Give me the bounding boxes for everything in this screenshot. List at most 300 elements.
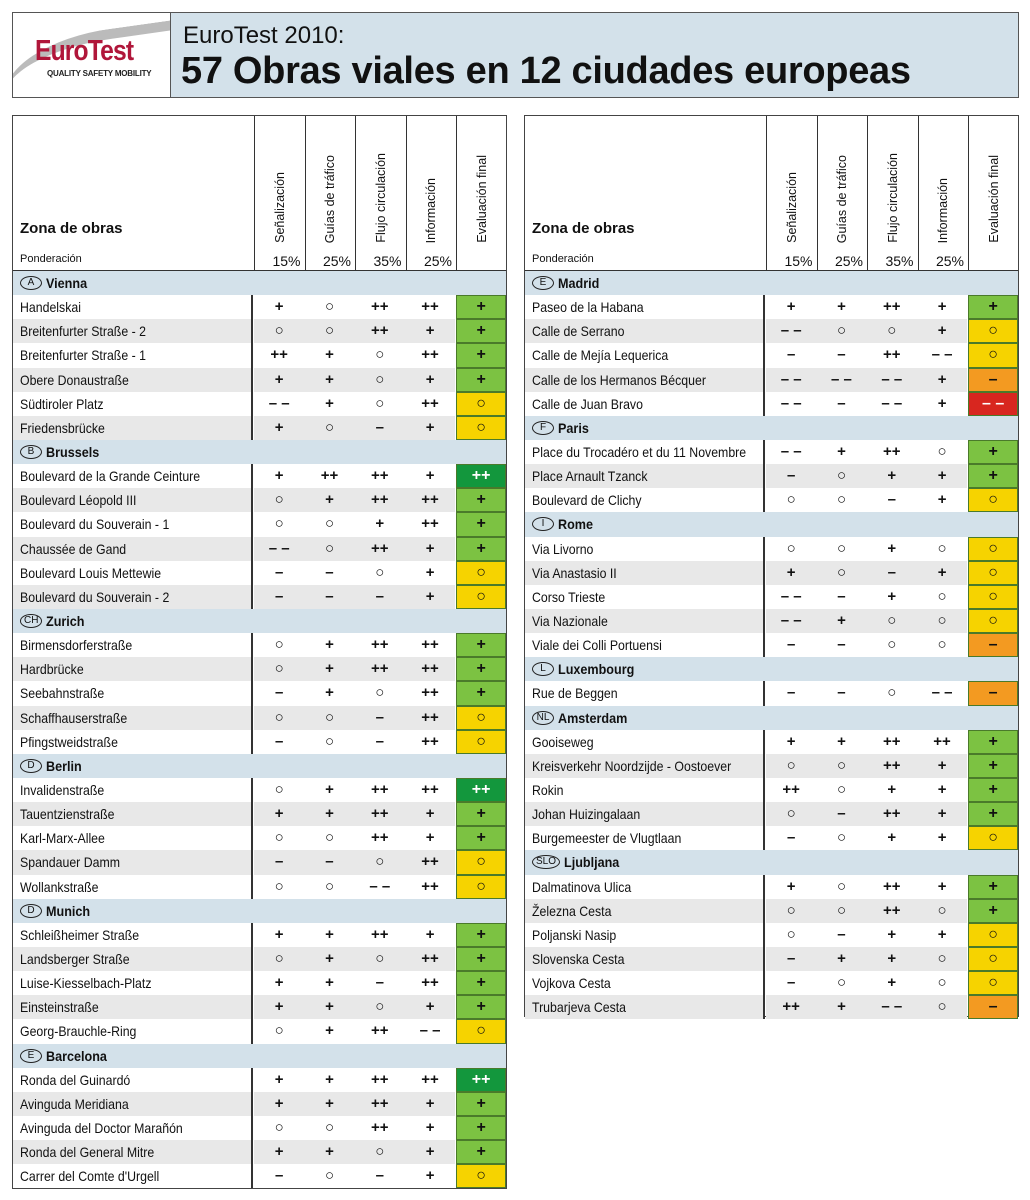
final-rating-badge: ○ [456,585,506,609]
rating-cell: + [786,877,796,895]
rating-cell: ++ [405,706,455,730]
site-name-cell [525,392,765,416]
rating-cell: ++ [371,829,389,847]
country-code-badge: E [532,276,554,290]
table-row [525,947,1018,971]
rating-cell: + [304,995,354,1019]
rating-cell: + [274,298,284,316]
rating-cell: ○ [836,877,846,895]
rating-cell: ○ [786,925,796,943]
rating-cell: + [405,1092,455,1116]
table-row [13,512,506,536]
site-name: Burgemeester de Vlugtlaan [532,830,682,847]
site-name-cell [525,899,765,923]
rating-cell: ○ [917,899,967,923]
final-rating-badge: + [968,730,1018,754]
rating-cell: ○ [917,609,967,633]
final-rating-badge: ○ [456,875,506,899]
site-name-cell [13,971,253,995]
rating-cell: ○ [375,346,385,364]
rating-cell: – – [766,368,816,392]
site-name-cell [525,971,765,995]
site-name-cell [13,730,253,754]
site-name: Schleißheimer Straße [20,926,140,943]
final-rating-badge: ○ [968,923,1018,947]
rating-cell: – [837,636,846,654]
rating-cell: – [304,585,354,609]
table-row [13,1140,506,1164]
column-label: Evaluación final [986,155,1001,243]
rating-cell: ○ [766,899,816,923]
city-section-header [525,416,1018,440]
final-rating-badge: + [968,899,1018,923]
rating-cell: ○ [917,947,967,971]
column-weight: 25% [935,253,964,269]
rating-cell: ○ [375,684,385,702]
rating-cell: ○ [324,877,334,895]
rating-cell: + [917,561,967,585]
rating-cell: + [917,464,967,488]
site-name-cell [13,343,253,367]
table-row [13,561,506,585]
rating-cell: ○ [254,488,304,512]
final-rating-badge: – [968,995,1018,1019]
table-row [13,488,506,512]
final-rating-badge: ○ [968,319,1018,343]
final-rating-badge: ○ [456,706,506,730]
site-name: Friedensbrücke [20,419,105,436]
site-name-cell [13,706,253,730]
rating-cell: ++ [867,802,917,826]
rating-cell: + [887,829,897,847]
final-rating-badge: + [968,875,1018,899]
rating-cell: + [405,585,455,609]
final-rating-badge: ○ [968,826,1018,850]
rating-cell: ○ [375,563,385,581]
final-rating-badge: ○ [968,585,1018,609]
rating-cell: ++ [766,995,816,1019]
rating-cell: + [304,1140,354,1164]
rating-cell: ++ [371,925,389,943]
table-row [13,850,506,874]
rating-cell: ++ [320,467,339,485]
site-name: Breitenfurter Straße - 2 [20,323,146,340]
rating-cell: + [425,829,435,847]
rating-cell: ++ [405,850,455,874]
rating-cell: + [274,467,284,485]
rating-cell: ○ [324,829,334,847]
rating-cell: ○ [867,609,917,633]
table-row [525,561,1018,585]
rating-cell: ++ [883,298,901,316]
table-row [525,343,1018,367]
rating-cell: ○ [324,515,334,533]
site-name-cell [525,537,765,561]
final-rating-badge: + [456,995,506,1019]
rating-cell: – [787,346,796,364]
rating-cell: + [867,947,917,971]
rating-cell: – – [931,346,953,364]
rating-cell: ○ [324,1118,334,1136]
site-name: Boulevard Léopold III [20,492,137,509]
table-row [13,633,506,657]
rating-cell: + [917,368,967,392]
table-row [13,1092,506,1116]
rating-cell: + [887,587,897,605]
site-name-cell [525,488,765,512]
rating-cell: – [355,585,405,609]
column-header [355,116,406,271]
rating-cell: ++ [421,636,439,654]
city-section-header [13,1044,506,1068]
site-name-cell [13,995,253,1019]
site-name: Luise-Kiesselbach-Platz [20,975,152,992]
site-name-cell [13,850,253,874]
rating-cell: + [254,802,304,826]
rating-cell: + [816,995,866,1019]
site-name-cell [13,947,253,971]
final-rating-badge: + [456,971,506,995]
rating-cell: ○ [836,491,846,509]
final-rating-badge: + [456,512,506,536]
site-name-cell [13,1116,253,1140]
rating-cell: – – [254,537,304,561]
rating-cell: ○ [274,877,284,895]
country-code-badge: E [20,1049,42,1063]
final-rating-badge: + [456,343,506,367]
site-name-cell [525,681,765,705]
rating-cell: ++ [270,346,288,364]
rating-cell: ○ [766,754,816,778]
column-header [456,116,507,271]
country-code-badge: SLO [532,855,560,869]
site-name-cell [525,368,765,392]
column-header [305,116,356,271]
rating-cell: + [405,416,455,440]
rating-cell: + [325,636,334,654]
city-name: Zurich [46,613,85,630]
country-code-badge: NL [532,711,554,725]
site-name: Kreisverkehr Noordzijde - Oostoever [532,757,732,774]
rating-cell: ++ [355,802,405,826]
city-section-header [13,899,506,923]
rating-cell: + [937,491,947,509]
city-name: Vienna [46,275,88,292]
site-name-cell [13,416,253,440]
final-rating-badge: + [456,633,506,657]
city-section-header [525,512,1018,536]
site-name: Georg-Brauchle-Ring [20,1023,137,1040]
table-row [525,971,1018,995]
city-name: Madrid [558,275,600,292]
rating-cell: ++ [421,298,439,316]
site-name-cell [525,633,765,657]
rating-cell: ++ [405,947,455,971]
table-row [525,440,1018,464]
table-row [525,585,1018,609]
rating-cell: + [837,442,846,460]
rating-cell: + [405,537,455,561]
site-name: Via Livorno [532,540,594,557]
site-name-cell [13,561,253,585]
rating-cell: + [304,368,354,392]
rating-cell: – [355,416,405,440]
site-name-cell [525,995,765,1019]
site-name-cell [13,681,253,705]
site-name: Avinguda Meridiana [20,1095,129,1112]
rating-cell: – [766,947,816,971]
city-name: Brussels [46,444,100,461]
rating-cell: – – [419,1022,441,1040]
site-name-cell [13,802,253,826]
table-row [525,633,1018,657]
final-rating-badge: + [456,1140,506,1164]
site-name: Ronda del Guinardó [20,1071,131,1088]
site-name: Place Arnault Tzanck [532,468,648,485]
rating-cell: + [254,1140,304,1164]
rating-cell: ○ [274,1022,284,1040]
site-name-cell [13,585,253,609]
rating-cell: ○ [254,706,304,730]
final-rating-badge: ○ [456,392,506,416]
column-header [968,116,1019,271]
rating-cell: + [405,802,455,826]
site-name: Südtiroler Platz [20,395,104,412]
city-name: Ljubljana [564,854,620,871]
table-row [13,295,506,319]
rating-cell: ++ [421,974,439,992]
table-row [525,392,1018,416]
rating-cell: ++ [371,1022,389,1040]
rating-cell: ○ [836,829,846,847]
rating-cell: + [325,1070,334,1088]
rating-cell: ○ [766,802,816,826]
table-row [13,319,506,343]
logo-text: EuroTest [35,35,134,67]
site-name-cell [13,537,253,561]
rating-cell: ○ [917,995,967,1019]
site-name-cell [525,319,765,343]
final-rating-badge: + [456,368,506,392]
rating-cell: ++ [883,877,901,895]
rating-cell: ○ [274,780,284,798]
site-name: Chaussée de Gand [20,540,127,557]
rating-cell: – [837,394,846,412]
site-name-cell [13,512,253,536]
logo-tagline: QUALITY SAFETY MOBILITY [47,69,152,78]
title-banner [170,12,1019,98]
table-row [13,368,506,392]
rating-cell: ++ [933,732,951,750]
table-row [525,368,1018,392]
table-row [13,995,506,1019]
rating-cell: + [816,609,866,633]
rating-cell: ○ [937,539,947,557]
final-rating-badge: ○ [968,343,1018,367]
weighting-label: Ponderación [532,253,594,265]
final-rating-badge: ++ [456,778,506,802]
final-rating-badge: + [968,778,1018,802]
rating-cell: + [375,515,385,533]
table-row [525,826,1018,850]
site-name: Boulevard Louis Mettewie [20,564,162,581]
rating-cell: ○ [786,491,796,509]
rating-cell: ○ [304,416,354,440]
site-name-cell [525,802,765,826]
rating-cell: – [375,974,384,992]
rating-cell: – [787,974,796,992]
final-rating-badge: + [968,295,1018,319]
rating-cell: + [937,877,947,895]
rating-cell: ○ [355,995,405,1019]
table-row [525,802,1018,826]
table-row [525,875,1018,899]
rating-cell: – [766,464,816,488]
site-name: Viale dei Colli Portuensi [532,637,662,654]
final-rating-badge: ○ [968,971,1018,995]
table-row [13,1068,506,1092]
rating-cell: – – [268,394,290,412]
final-rating-badge: ○ [968,947,1018,971]
site-name: Tauentzienstraße [20,806,115,823]
site-name-cell [13,392,253,416]
rating-cell: ++ [883,442,901,460]
site-name: Poljanski Nasip [532,926,617,943]
rating-cell: – – [867,995,917,1019]
weighting-label: Ponderación [20,253,82,265]
site-name: Einsteinstraße [20,999,99,1016]
final-rating-badge: + [456,1116,506,1140]
final-rating-badge: + [456,802,506,826]
rating-cell: – [867,561,917,585]
rating-cell: ○ [254,657,304,681]
site-name: Breitenfurter Straße - 1 [20,347,146,364]
rating-cell: ++ [371,636,389,654]
rating-cell: ++ [355,537,405,561]
column-label: Guías de tráfico [323,154,338,243]
city-name: Paris [558,419,589,436]
country-code-badge: B [20,445,42,459]
country-code-badge: A [20,276,42,290]
city-name: Amsterdam [558,709,628,726]
rating-cell: + [937,829,947,847]
results-table-right [524,115,1019,1017]
site-name: Ronda del General Mitre [20,1144,155,1161]
site-name-cell [13,1019,253,1043]
site-name-cell [13,875,253,899]
site-name-cell [13,1164,253,1188]
site-name-cell [13,923,253,947]
rating-cell: ++ [867,899,917,923]
site-name-cell [525,730,765,754]
rating-cell: + [887,780,897,798]
site-name: Paseo de la Habana [532,299,644,316]
column-label: Señalización [784,172,799,243]
site-name: Schaffhauserstraße [20,709,128,726]
site-name: Železna Cesta [532,902,612,919]
rating-cell: + [304,1092,354,1116]
rating-cell: ○ [254,319,304,343]
table-row [13,1164,506,1188]
site-name: Obere Donaustraße [20,371,129,388]
final-rating-badge: ○ [968,561,1018,585]
rating-cell: + [887,539,897,557]
rating-cell: ++ [421,1070,439,1088]
site-name-cell [525,778,765,802]
city-section-header [525,271,1018,295]
rating-cell: + [405,368,455,392]
rating-cell: ++ [371,298,389,316]
site-name-cell [525,464,765,488]
rating-cell: ++ [421,515,439,533]
site-name: Invalidenstraße [20,781,105,798]
table-row [525,537,1018,561]
site-name: Vojkova Cesta [532,975,611,992]
table-row [525,488,1018,512]
rating-cell: + [425,1118,435,1136]
table-row [13,971,506,995]
rating-cell: ○ [324,298,334,316]
table-row [13,585,506,609]
rating-cell: + [917,802,967,826]
eurotest-logo [12,12,171,98]
rating-cell: ○ [274,1118,284,1136]
rating-cell: + [254,1092,304,1116]
final-rating-badge: – [968,681,1018,705]
rating-cell: ○ [816,754,866,778]
site-name-cell [525,585,765,609]
city-name: Barcelona [46,1047,107,1064]
rating-cell: ○ [816,319,866,343]
country-code-badge: F [532,421,554,435]
site-name: Spandauer Damm [20,854,120,871]
site-name-cell [13,1092,253,1116]
table-row [525,681,1018,705]
rating-cell: + [837,732,846,750]
table-row [13,681,506,705]
column-weight: 15% [784,253,813,269]
table-header [13,116,506,271]
rating-cell: ○ [355,850,405,874]
rating-cell: ○ [836,974,846,992]
final-rating-badge: ○ [456,850,506,874]
table-row [13,947,506,971]
rating-cell: ++ [371,1118,389,1136]
table-row [525,899,1018,923]
column-header [817,116,868,271]
site-name-cell [13,488,253,512]
site-name-cell [525,947,765,971]
column-header [766,116,817,271]
column-weight: 25% [834,253,863,269]
final-rating-badge: + [968,440,1018,464]
site-name-cell [525,440,765,464]
column-label: Información [424,177,439,243]
rating-cell: + [325,684,334,702]
rating-cell: + [837,298,846,316]
table-row [13,537,506,561]
site-name: Rue de Beggen [532,685,618,702]
rating-cell: ○ [816,464,866,488]
rating-cell: – [787,636,796,654]
site-name-cell [13,778,253,802]
final-rating-badge: ++ [456,1068,506,1092]
rating-cell: ++ [867,754,917,778]
rating-cell: – – [816,368,866,392]
rating-cell: – [304,850,354,874]
rating-cell: – [275,1167,284,1185]
column-weight: 25% [423,253,452,269]
